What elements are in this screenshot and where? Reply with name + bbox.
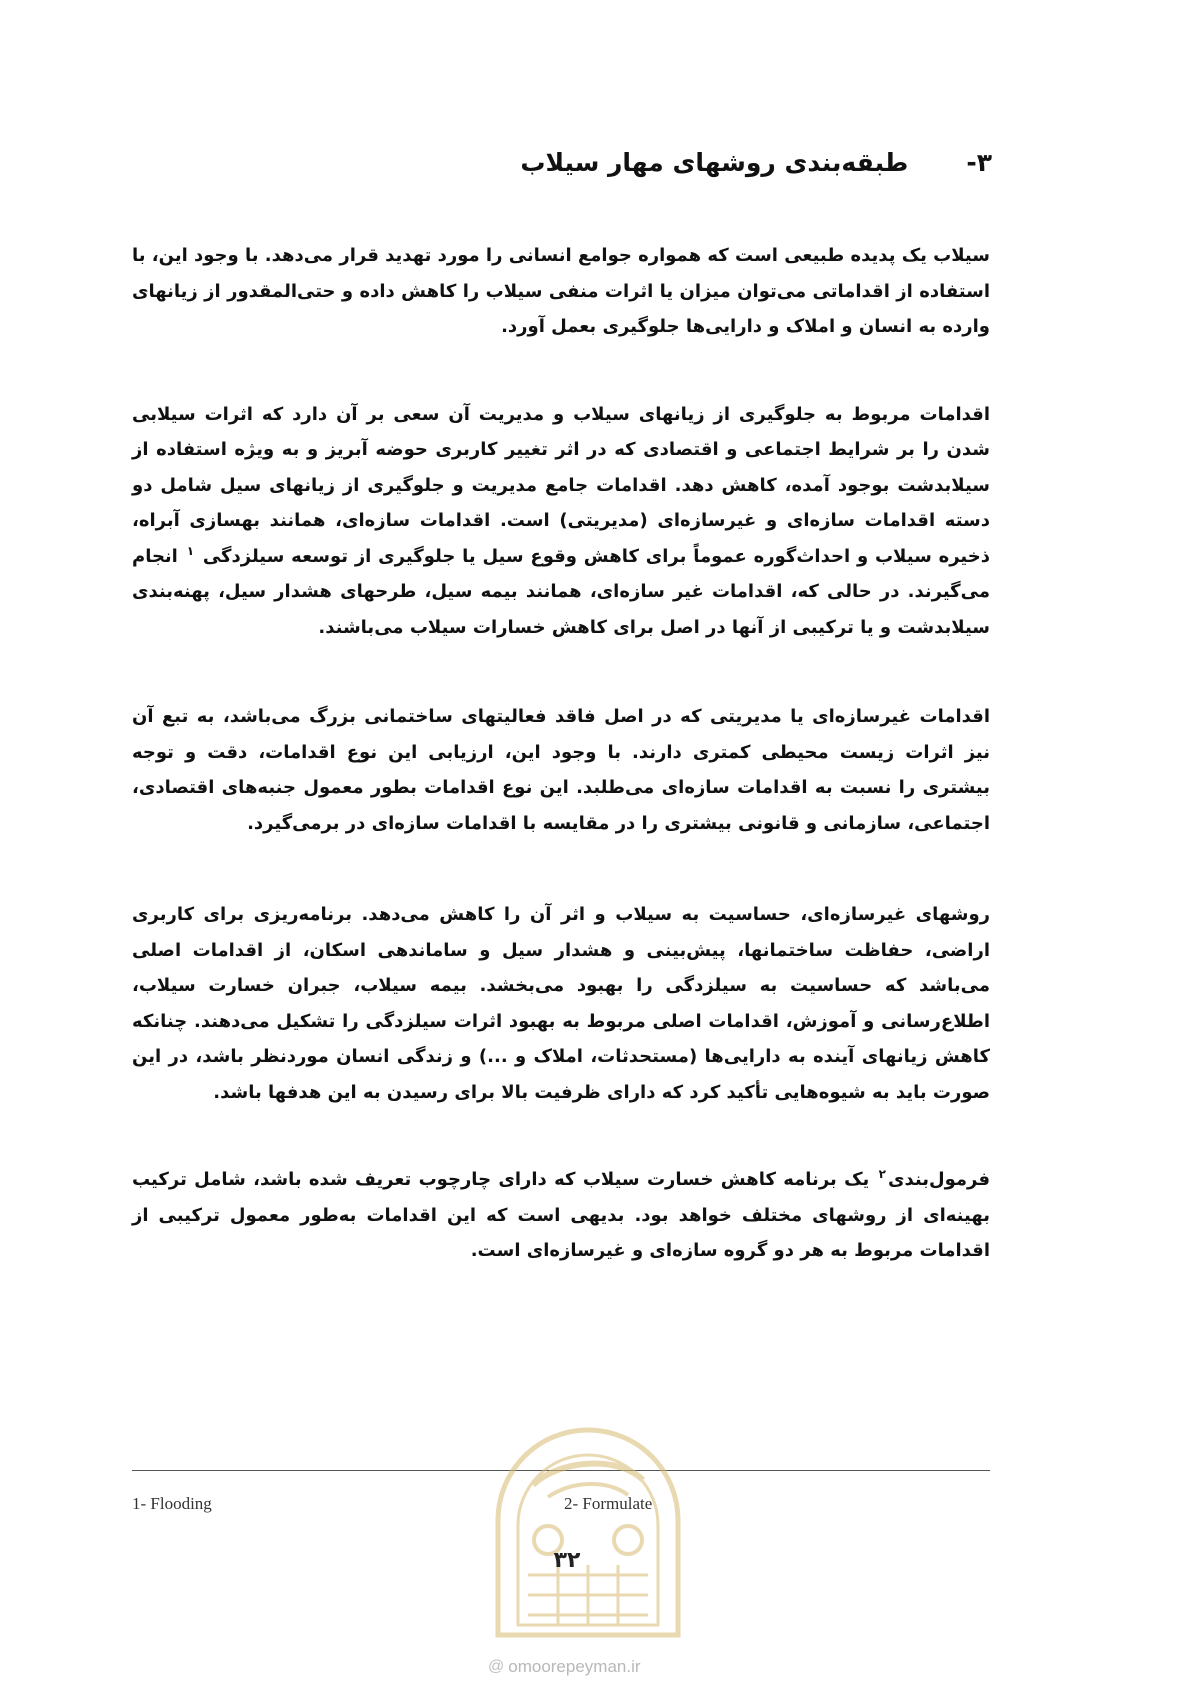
- section-heading: [232, 142, 992, 182]
- paragraph-3: اقدامات غیرسازه‌ای یا مدیریتی که در اصل فاقد فعالیتهای ساختمانی بزرگ می‌باشد، به تبع آن نیز اثرات زیست محیطی کمتری دارند. با وجود این، ارزیابی این نوع اقدامات، دقت و توجه بیشتری را نسبت به اقدامات سازه‌ای می‌طلبد. این نوع اقدامات بطور معمول جنبه‌های اقتصادی، اجتماعی، سازمانی و قانونی بیشتری را در مقایسه با اقدامات سازه‌ای در برمی‌گیرد.: [132, 706, 990, 834]
- body-text: [132, 238, 990, 1269]
- seal-watermark-icon: [478, 1425, 698, 1655]
- paragraph-2-part-2: انجام می‌گیرند. در حالی که، اقدامات غیر سازه‌ای، همانند بیمه سیل، طرحهای هشدار سیل، پهنه‌بندی سیلابدشت و یا ترکیبی از آنها در اصل برای کاهش خسارات سیلاب می‌باشند.: [132, 545, 990, 638]
- paragraph-5: [132, 1162, 990, 1269]
- paragraph-2: [132, 397, 990, 646]
- at-sign-icon: @: [488, 1658, 505, 1675]
- paragraph-4: روشهای غیرسازه‌ای، حساسیت به سیلاب و اثر آن را کاهش می‌دهد. برنامه‌ریزی برای کاربری اراضی، حفاظت ساختمانها، پیش‌بینی و هشدار سیل و ساماندهی اسکان، از اقدامات اصلی می‌باشد که حساسیت به سیلزدگی را بهبود می‌بخشد. بیمه سیلاب، جبران خسارت سیلاب، اطلاع‌رسانی و آموزش، اقدامات اصلی مربوط به بهبود اثرات سیلزدگی را تشکیل می‌دهند. چنانکه کاهش زیانهای آینده به دارایی‌ها (مستحدثات، املاک و ...) و زندگی انسان موردنظر باشد، در این صورت باید به شیوه‌هایی تأکید کرد که دارای ظرفیت بالا برای رسیدن به این هدفها باشد.: [132, 904, 990, 1103]
- footnote-1: 1- Flooding: [132, 1494, 212, 1513]
- paragraph-1: سیلاب یک پدیده طبیعی است که همواره جوامع انسانی را مورد تهدید قرار می‌دهد. با وجود این، با استفاده از اقداماتی می‌توان میزان یا اثرات منفی سیلاب را کاهش داده و حتی‌المقدور از زیانهای وارده به انسان و املاک و دارایی‌ها جلوگیری بعمل آورد.: [132, 245, 990, 337]
- section-title: طبقه‌بندی روشهای مهار سیلاب: [520, 147, 909, 177]
- paragraph-5-part-2: یک برنامه کاهش خسارت سیلاب که دارای چارچوب تعریف شده باشد، شامل ترکیب بهینه‌ای از روشهای مختلف خواهد بود. بدیهی است که این اقدامات به‌طور معمول ترکیبی از اقدامات مربوط به هر دو گروه سازه‌ای و غیرسازه‌ای است.: [132, 1169, 990, 1261]
- paragraph-5-part-1: فرمول‌بندی: [887, 1169, 990, 1190]
- footnote-ref-2: ۲: [878, 1167, 886, 1181]
- site-watermark: [488, 1655, 708, 1679]
- footnote-2: 2- Formulate: [564, 1494, 653, 1513]
- section-number: ۳-: [966, 147, 992, 177]
- footnote-ref-1: ۱: [186, 543, 195, 558]
- footnotes: [132, 1494, 990, 1518]
- watermark-text: omoorepeyman.ir: [508, 1657, 641, 1676]
- paragraph-2-part-1: اقدامات مربوط به جلوگیری از زیانهای سیلاب و مدیریت آن سعی بر آن دارد که اثرات سیلابی شدن را بر شرایط اجتماعی و اقتصادی که در اثر تغییر کاربری حوضه آبریز و به ویژه استفاده از سیلابدشت بوجود آمده، کاهش دهد. اقدامات جامع مدیریت و جلوگیری از زیانهای سیل شامل دو دسته اقدامات سازه‌ای و غیرسازه‌ای (مدیریتی) است. اقدامات سازه‌ای، همانند بهسازی آبراه، ذخیره سیلاب و احداث‌گوره عموماً برای کاهش وقوع سیل یا جلوگیری از توسعه سیلزدگی: [132, 403, 990, 567]
- page-number: ۳۲: [553, 1548, 581, 1573]
